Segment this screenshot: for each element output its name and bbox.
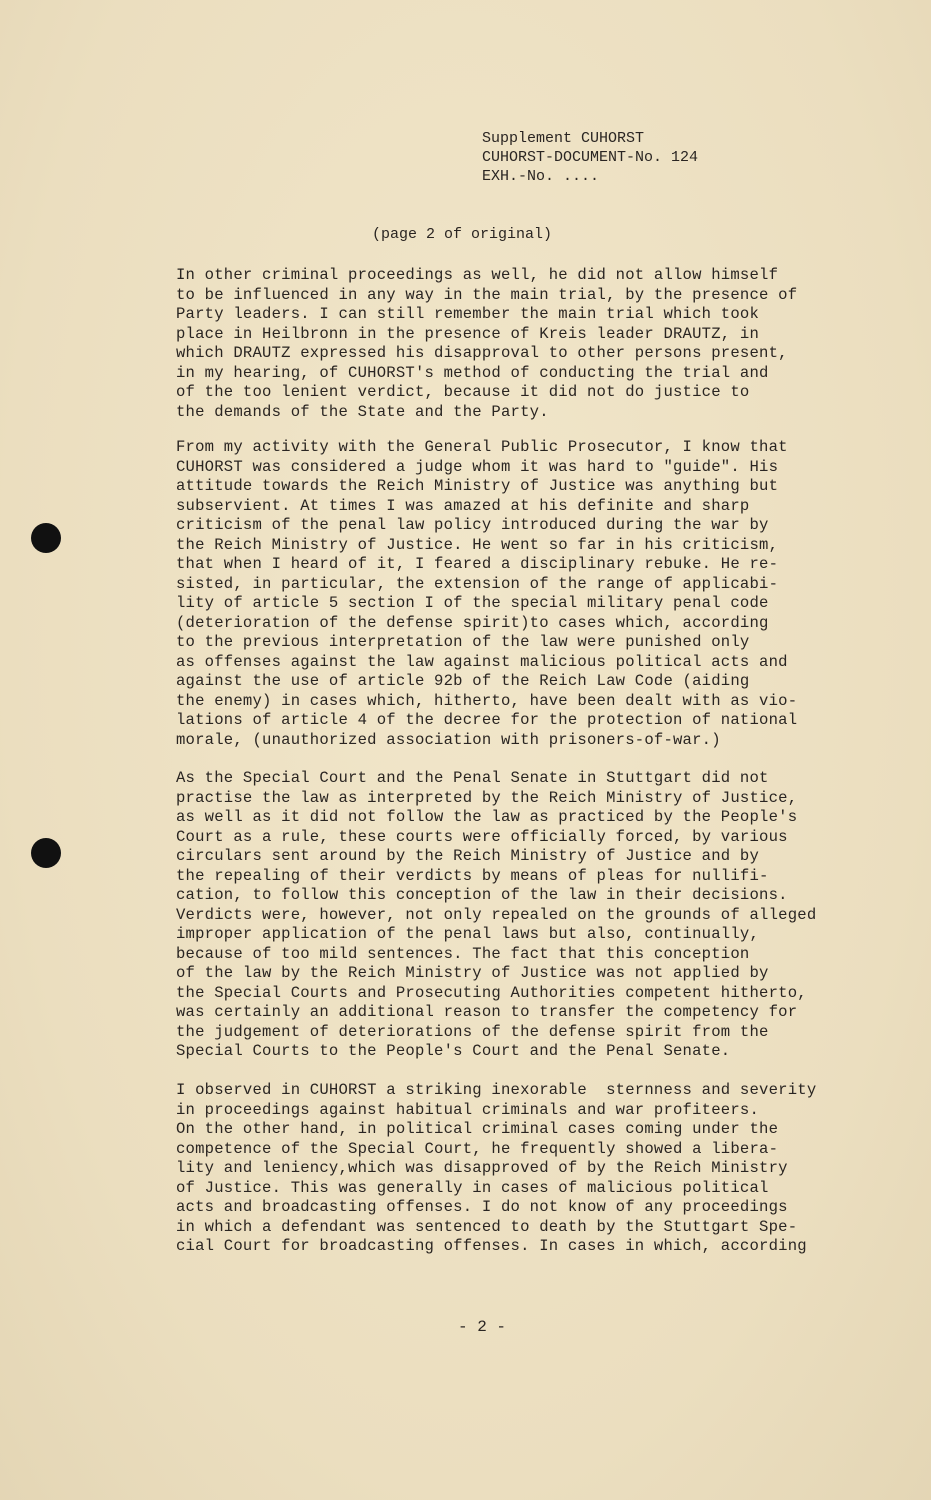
text-line: lations of article 4 of the decree for the protection of national xyxy=(176,711,798,729)
paragraph xyxy=(176,769,816,1062)
text-line: subservient. At times I was amazed at his definite and sharp xyxy=(176,496,750,515)
header-line: EXH.-No. .... xyxy=(482,168,600,185)
text-line: lity of article 5 section I of the special military penal code xyxy=(176,594,769,612)
text-line: which DRAUTZ expressed his disapproval to other persons present, xyxy=(176,344,788,362)
text-line: Party leaders. I can still remember the main trial which took xyxy=(176,305,760,323)
text-line: competence of the Special Court, he frequently showed a libera- xyxy=(176,1139,779,1158)
text-line: in which a defendant was sentenced to death by the Stuttgart Spe- xyxy=(176,1217,798,1236)
paragraph xyxy=(176,1081,816,1257)
text-line: Verdicts were, however, not only repealed on the grounds of alleged xyxy=(176,905,817,924)
text-line: of the too lenient verdict, because it did not do justice to xyxy=(176,383,750,401)
text-line: as well as it did not follow the law as practiced by the People's xyxy=(176,808,798,826)
text-line: that when I heard of it, I feared a disciplinary rebuke. He re- xyxy=(176,555,779,573)
text-line: against the use of article 92b of the Reich Law Code (aiding xyxy=(176,672,750,690)
text-line: was certainly an additional reason to transfer the competency for xyxy=(176,1003,798,1021)
text-line: the Reich Ministry of Justice. He went so far in his criticism, xyxy=(176,535,779,554)
text-line: practise the law as interpreted by the Reich Ministry of Justice, xyxy=(176,788,798,807)
text-line: improper application of the penal laws but also, continually, xyxy=(176,925,760,943)
text-line: Special Courts to the People's Court and the Penal Senate. xyxy=(176,1042,731,1060)
text-line: place in Heilbronn in the presence of Kreis leader DRAUTZ, in xyxy=(176,324,760,343)
page-subtitle: (page 2 of original) xyxy=(372,226,553,243)
paragraph xyxy=(176,266,797,422)
text-line: in my hearing, of CUHORST's method of conducting the trial and xyxy=(176,363,769,382)
document-header xyxy=(482,129,698,186)
page-number: - 2 - xyxy=(458,1318,507,1336)
text-line: because of too mild sentences. The fact that this conception xyxy=(176,944,750,963)
text-line: cation, to follow this conception of the law in their decisions. xyxy=(176,886,788,904)
text-line: the judgement of deteriorations of the defense spirit from the xyxy=(176,1022,769,1041)
text-line: as offenses against the law against malicious political acts and xyxy=(176,652,788,671)
text-line: attitude towards the Reich Ministry of Justice was anything but xyxy=(176,477,779,495)
text-line: in proceedings against habitual criminals and war profiteers. xyxy=(176,1100,760,1119)
text-line: acts and broadcasting offenses. I do not know of any proceedings xyxy=(176,1198,788,1216)
header-line: Supplement CUHORST xyxy=(482,130,645,147)
text-line: to be influenced in any way in the main trial, by the presence of xyxy=(176,285,798,304)
text-line: the enemy) in cases which, hitherto, have been dealt with as vio- xyxy=(176,691,798,710)
punch-hole xyxy=(31,838,61,868)
text-line: From my activity with the General Public Prosecutor, I know that xyxy=(176,438,788,456)
text-line: As the Special Court and the Penal Senate in Stuttgart did not xyxy=(176,769,769,787)
text-line: criticism of the penal law policy introduced during the war by xyxy=(176,516,769,534)
text-line: cial Court for broadcasting offenses. In cases in which, according xyxy=(176,1237,807,1255)
paragraph xyxy=(176,438,797,750)
text-line: to the previous interpretation of the law were punished only xyxy=(176,633,750,651)
text-line: the repealing of their verdicts by means of pleas for nullifi- xyxy=(176,866,769,885)
text-line: CUHORST was considered a judge whom it was hard to "guide". His xyxy=(176,457,779,476)
header-line: CUHORST-DOCUMENT-No. 124 xyxy=(482,149,699,166)
text-line: of the law by the Reich Ministry of Justice was not applied by xyxy=(176,964,769,982)
text-line: lity and leniency,which was disapproved of by the Reich Ministry xyxy=(176,1159,788,1177)
text-line: morale, (unauthorized association with prisoners-of-war.) xyxy=(176,730,721,749)
text-line: the Special Courts and Prosecuting Authorities competent hitherto, xyxy=(176,983,807,1002)
text-line: Court as a rule, these courts were officially forced, by various xyxy=(176,827,788,846)
text-line: of Justice. This was generally in cases of malicious political xyxy=(176,1178,769,1197)
text-line: the demands of the State and the Party. xyxy=(176,402,549,421)
text-line: I observed in CUHORST a striking inexorable sternness and severity xyxy=(176,1081,817,1099)
text-line: circulars sent around by the Reich Ministry of Justice and by xyxy=(176,847,760,865)
text-line: (deterioration of the defense spirit)to cases which, according xyxy=(176,613,769,632)
punch-hole xyxy=(31,523,61,553)
text-line: In other criminal proceedings as well, he did not allow himself xyxy=(176,266,779,284)
text-line: On the other hand, in political criminal cases coming under the xyxy=(176,1120,779,1138)
text-line: sisted, in particular, the extension of the range of applicabi- xyxy=(176,574,779,593)
